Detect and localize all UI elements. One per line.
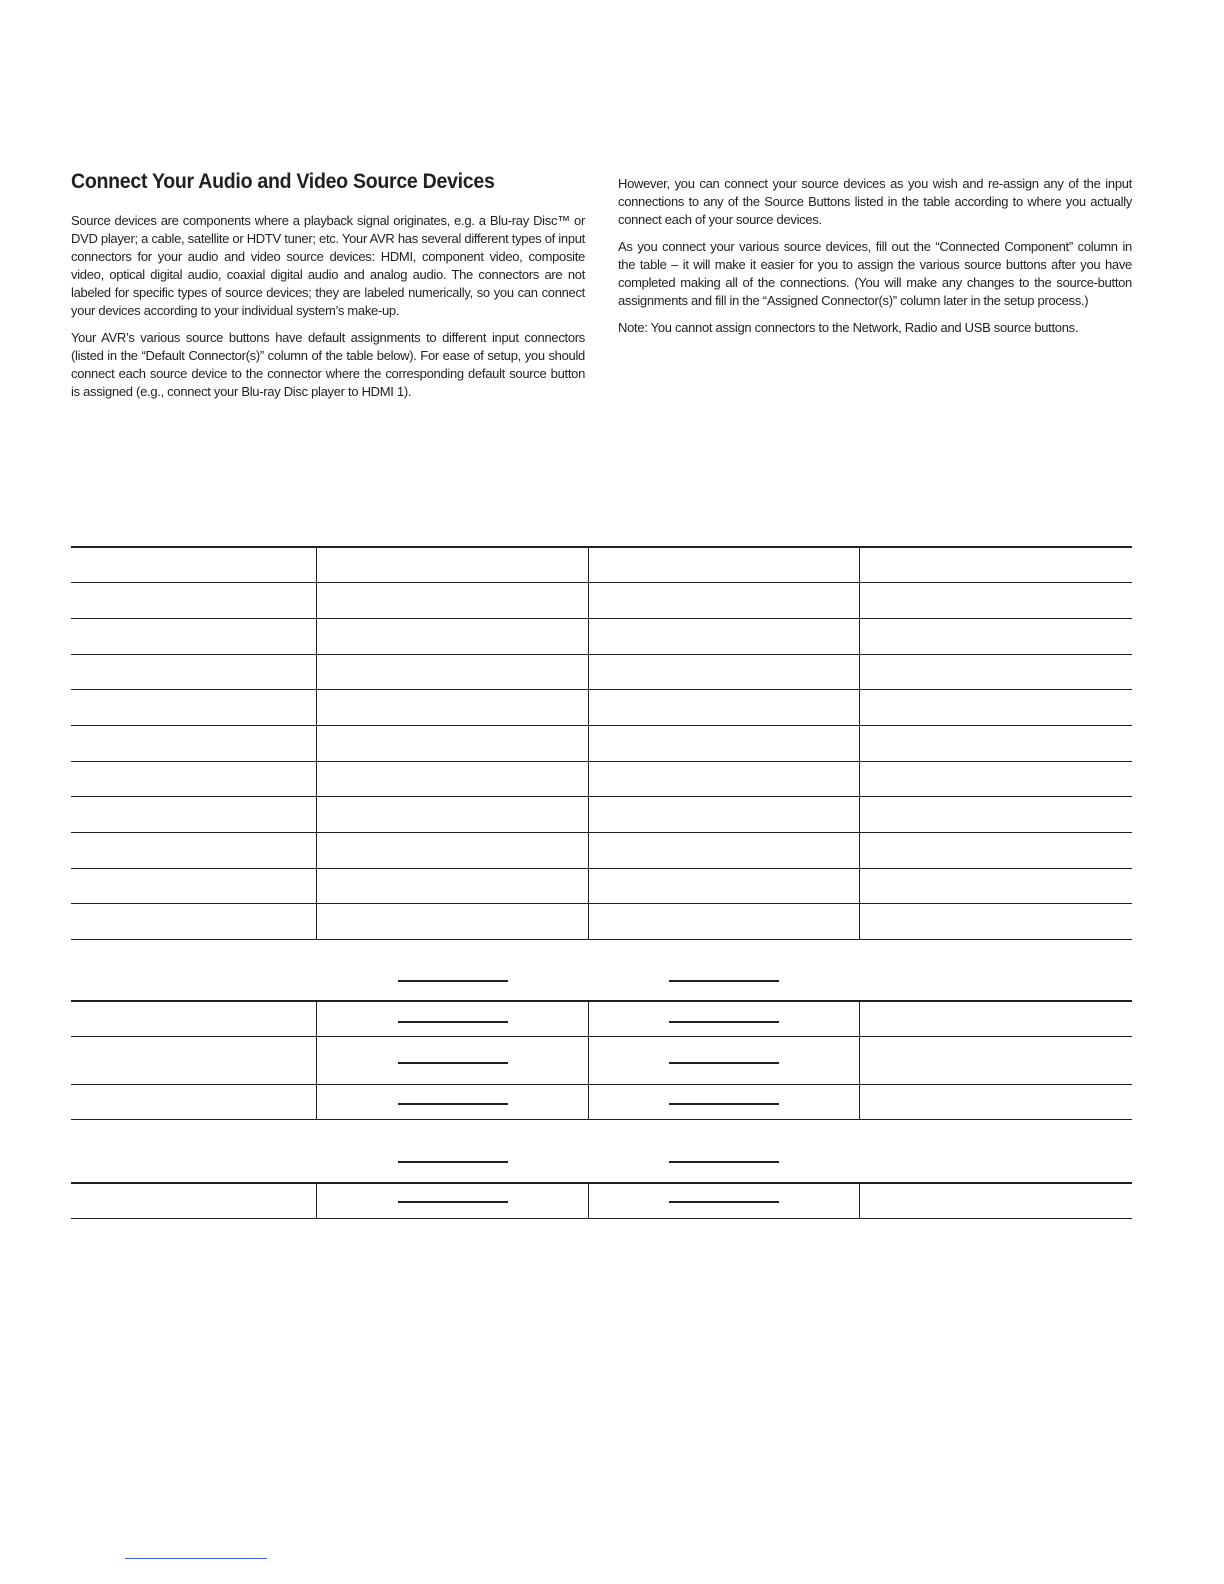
default-assignment-paragraph: Your AVR’s various source buttons have default assignments to different input connectors (listed in the “Default Connector(s)” column of the table below). For ease of setup, you should connect each source device to the connector where the corresponding default source button is assigned (e.g., connect your Blu-ray Disc player to HDMI 1). (71, 330, 585, 399)
table-row-rule (71, 1119, 1132, 1120)
table-column-rule (588, 546, 589, 939)
table-row-rule (71, 689, 1132, 690)
cell-dash (398, 1062, 508, 1064)
table-row-rule (71, 832, 1132, 833)
section-title: Connect Your Audio and Video Source Devices (71, 170, 495, 193)
table-column-rule (316, 1182, 317, 1218)
source-assignment-table (71, 546, 1132, 1226)
footer-rule (125, 1558, 267, 1559)
table-row-rule (71, 761, 1132, 762)
note-paragraph: Note: You cannot assign connectors to the Network, Radio and USB source buttons. (618, 320, 1079, 335)
table-row-rule (71, 1084, 1132, 1085)
table-column-rule (859, 1000, 860, 1119)
right-text-column (618, 175, 1132, 346)
table-row-rule (71, 582, 1132, 583)
table-row-rule (71, 725, 1132, 726)
reassign-paragraph: However, you can connect your source devices as you wish and re-assign any of the input connections to any of the Source Buttons listed in the table according to where you actually connect each of your source devices. (618, 176, 1132, 227)
table-column-rule (588, 1000, 589, 1119)
cell-dash (669, 1201, 779, 1203)
table-row-rule (71, 618, 1132, 619)
connected-component-paragraph: As you connect your various source devices, fill out the “Connected Component” column in the table – it will make it easier for you to assign the various source buttons after you have completed making all of the connections. (You will make any changes to the source-button assignments and fill in the “Assigned Connector(s)” column later in the setup process.) (618, 239, 1132, 308)
table-column-rule (859, 546, 860, 939)
cell-dash (669, 1062, 779, 1064)
cell-dash (669, 1021, 779, 1023)
table-row-rule (71, 939, 1132, 940)
cell-dash (398, 1021, 508, 1023)
table-row-rule (71, 654, 1132, 655)
intro-paragraph: Source devices are components where a playback signal originates, e.g. a Blu-ray Disc™ or DVD player; a cable, satellite or HDTV tuner; etc. Your AVR has several different types of input connectors for your audio and video source devices: HDMI, component video, composite video, optical digital audio, coaxial digital audio and analog audio. The connectors are not labeled for specific types of source devices; they are labeled numerically, so you can connect your devices according to your individual system’s make-up. (71, 213, 585, 318)
table-column-rule (588, 1182, 589, 1218)
table-row-rule (71, 903, 1132, 904)
table-row-rule (71, 1036, 1132, 1037)
table-column-rule (316, 1000, 317, 1119)
table-column-rule (859, 1182, 860, 1218)
table-column-rule (316, 546, 317, 939)
group-b-top-rule (71, 1182, 1132, 1184)
table-top-rule (71, 546, 1132, 548)
table-row-rule (71, 796, 1132, 797)
cell-dash (398, 1103, 508, 1105)
table-bottom-rule (71, 1218, 1132, 1219)
left-text-column (71, 170, 585, 410)
header-dash (669, 980, 779, 982)
header-dash (398, 980, 508, 982)
cell-dash (398, 1201, 508, 1203)
group-a-top-rule (71, 1000, 1132, 1002)
cell-dash (669, 1103, 779, 1105)
header-dash (398, 1161, 508, 1163)
table-row-rule (71, 868, 1132, 869)
header-dash (669, 1161, 779, 1163)
